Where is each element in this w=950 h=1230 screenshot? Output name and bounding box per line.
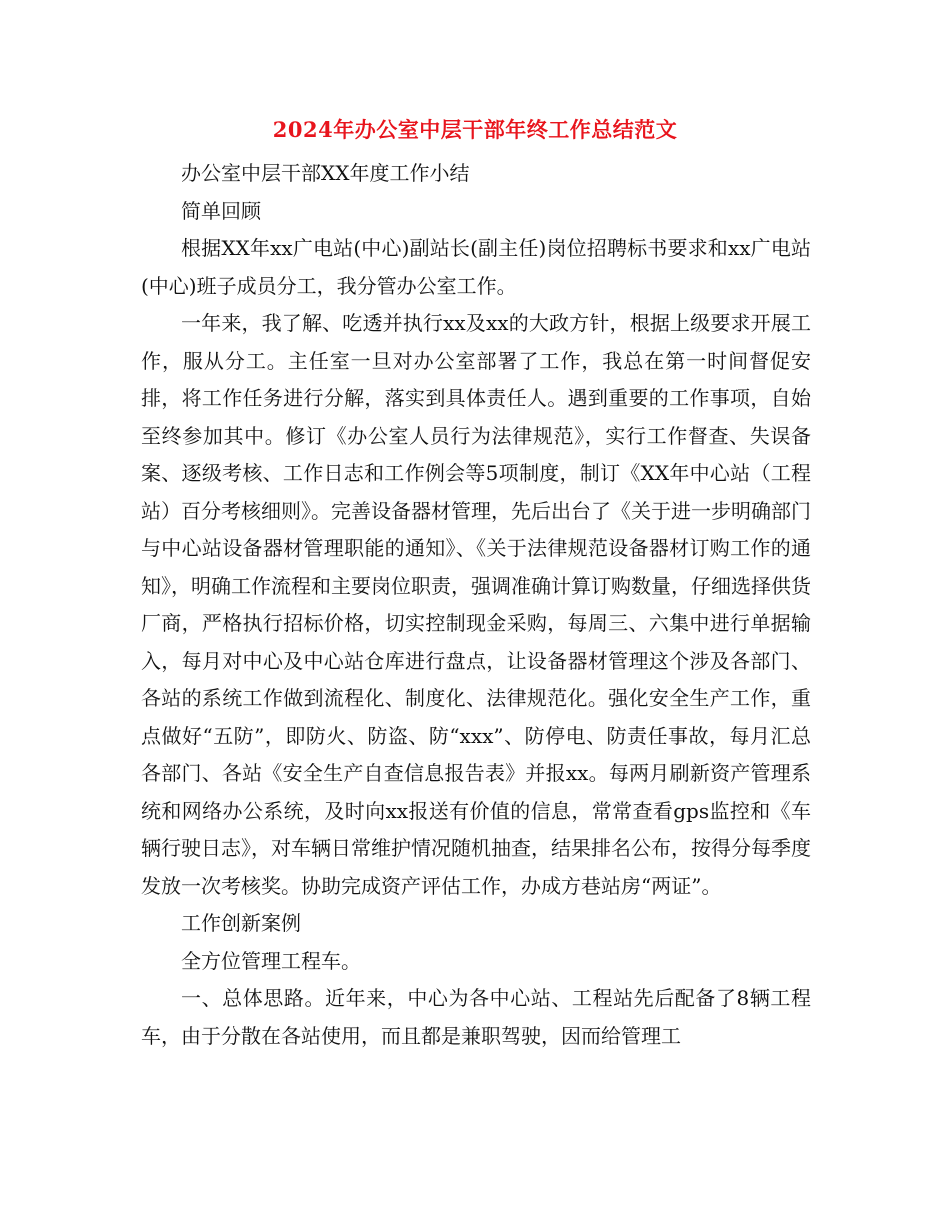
paragraph-overview: 一、总体思路。近年来，中心为各中心站、工程站先后配备了8辆工程车，由于分散在各站使用，而且都是兼职驾驶，因而给管理工 — [141, 986, 811, 1048]
document-title: 2024年办公室中层干部年终工作总结范文 — [272, 117, 678, 142]
paragraph-heading-review: 简单回顾 — [181, 198, 261, 223]
paragraph-case-title: 全方位管理工程车。 — [181, 948, 361, 973]
paragraph-main: 一年来，我了解、吃透并执行xx及xx的大政方针，根据上级要求开展工作，服从分工。主任室一旦对办公室部署了工作，我总在第一时间督促安排，将工作任务进行分解，落实到具体责任人。遇到重要的工作事项，自始至终参加其中。修订《办公室人员行为法律规范》，实行工作督查、失误备案、逐级考核、工作日志和工作例会等5项制度，制订《XX年中心站（工程站）百分考核细则》。完善设备器材管理，先后出台了《关于进一步明确部门与中心站设备器材管理职能的通知》、《关于法律规范设备器材订购工作的通知》，明确工作流程和主要岗位职责，强调准确计算订购数量，仔细选择供货厂商，严格执行招标价格，切实控制现金采购，每周三、六集中进行单据输入，每月对中心及中心站仓库进行盘点，让设备器材管理这个涉及各部门、各站的系统工作做到流程化、制度化、法律规范化。强化安全生产工作，重点做好“五防”，即防火、防盗、防“xxx”、防停电、防责任事故，每月汇总各部门、各站《安全生产自查信息报告表》并报xx。每两月刷新资产管理系统和网络办公系统，及时向xx报送有价值的信息，常常查看gps监控和《车辆行驶日志》，对车辆日常维护情况随机抽查，结果排名公布，按得分每季度发放一次考核奖。协助完成资产评估工作，办成方巷站房“两证”。 — [141, 311, 811, 898]
paragraph-intro: 根据XX年xx广电站(中心)副站长(副主任)岗位招聘标书要求和xx广电站(中心)班子成员分工，我分管办公室工作。 — [141, 236, 811, 298]
paragraph-heading-innovation: 工作创新案例 — [181, 911, 301, 935]
paragraph-subtitle: 办公室中层干部XX年度工作小结 — [181, 161, 470, 185]
document-body — [141, 155, 811, 1055]
